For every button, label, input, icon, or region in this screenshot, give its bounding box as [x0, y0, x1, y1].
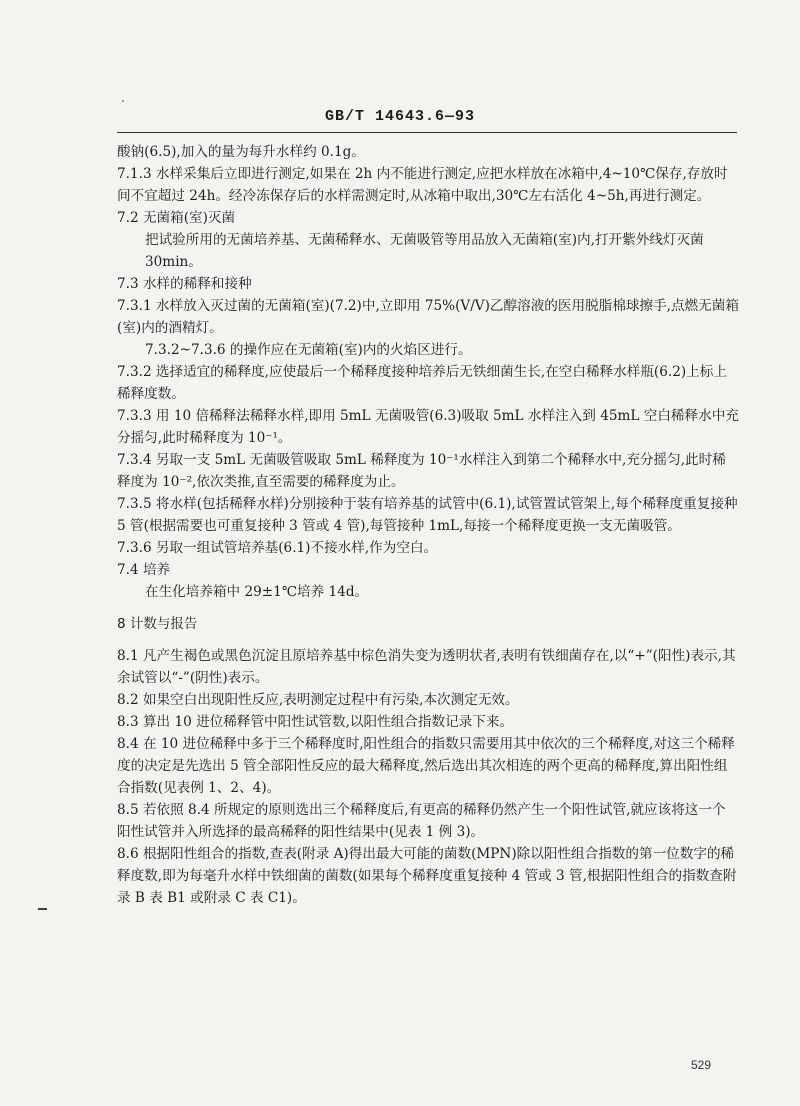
- clause-7-3-2: 7.3.2 选择适宜的稀释度,应使最后一个稀释度接种培养后无铁细菌生长,在空白稀释水样瓶(6.2)上标上稀释度数。: [117, 364, 727, 402]
- clause-8-6: 8.6 根据阳性组合的指数,查表(附录 A)得出最大可能的菌数(MPN)除以阳性组合指数的第一位数字的稀释度数,即为每毫升水样中铁细菌的菌数(如果每个稀释度重复接种 4 管或 3 管,根据阳性组合的指数查附录 B 表 B1 或附录 C 表 C1)。: [117, 846, 737, 906]
- clause-8-5: 8.5 若依照 8.4 所规定的原则选出三个稀释度后,有更高的稀释仍然产生一个阳性试管,就应该将这一个阳性试管并入所选择的最高稀释的阳性结果中(见表 1 例 3)。: [117, 802, 726, 840]
- header-rule: [117, 132, 737, 133]
- clause-7-1-3: 7.1.3 水样采集后立即进行测定,如果在 2h 内不能进行测定,应把水样放在冰箱中,4~10℃保存,存放时间不宜超过 24h。经冷冻保存后的水样需测定时,从冰箱中取出,30℃左右活化 4~5h,再进行测定。: [117, 166, 728, 204]
- clause-7-3-5: 7.3.5 将水样(包括稀释水样)分别接种于装有培养基的试管中(6.1),试管置试管架上,每个稀释度重复接种 5 管(根据需要也可重复接种 3 管或 4 管),每管接种 1mL,每接一个稀释度更换一支无菌吸管。: [117, 496, 738, 534]
- clause-7-3-title: 7.3 水样的稀释和接种: [117, 276, 252, 292]
- clause-7-3-4: 7.3.4 另取一支 5mL 无菌吸管吸取 5mL 稀释度为 10⁻¹水样注入到第二个稀释水中,充分摇匀,此时稀释度为 10⁻²,依次类推,直至需要的稀释度为止。: [117, 452, 726, 490]
- scan-speck: [122, 100, 124, 102]
- clause-7-3-note: 7.3.2~7.3.6 的操作应在无菌箱(室)内的火焰区进行。: [145, 342, 472, 358]
- clause-7-3-6: 7.3.6 另取一组试管培养基(6.1)不接水样,作为空白。: [117, 540, 438, 556]
- clause-7-4-body: 在生化培养箱中 29±1℃培养 14d。: [145, 584, 369, 600]
- clause-8-2: 8.2 如果空白出现阳性反应,表明测定过程中有污染,本次测定无效。: [117, 692, 519, 708]
- margin-mark: [38, 908, 47, 910]
- clause-7-3-3: 7.3.3 用 10 倍稀释法稀释水样,即用 5mL 无菌吸管(6.3)吸取 5mL 水样注入到 45mL 空白稀释水中充分摇匀,此时稀释度为 10⁻¹。: [117, 408, 739, 446]
- paragraph-continuation: 酸钠(6.5),加入的量为每升水样约 0.1g。: [117, 144, 365, 160]
- clause-8-1: 8.1 凡产生褐色或黑色沉淀且原培养基中棕色消失变为透明状者,表明有铁细菌存在,以“+”(阳性)表示,其余试管以“-”(阴性)表示。: [117, 648, 736, 686]
- document-body: [117, 141, 739, 909]
- section-8-title: 8 计数与报告: [117, 616, 198, 632]
- clause-8-4: 8.4 在 10 进位稀释中多于三个稀释度时,阳性组合的指数只需要用其中依次的三个稀释度,对这三个稀释度的决定是先选出 5 管全部阳性反应的最大稀释度,然后选出其次相连的两个更高的稀释度,算出阳性组合指数(见表例 1、2、4)。: [117, 736, 735, 796]
- clause-7-2-body: 把试验所用的无菌培养基、无菌稀释水、无菌吸管等用品放入无菌箱(室)内,打开紫外线灯灭菌 30min。: [145, 232, 704, 270]
- clause-8-3: 8.3 算出 10 进位稀释管中阳性试管数,以阳性组合指数记录下来。: [117, 714, 514, 730]
- clause-7-2-title: 7.2 无菌箱(室)灭菌: [117, 210, 236, 226]
- standard-code-header: GB/T 14643.6—93: [324, 108, 476, 125]
- clause-7-4-title: 7.4 培养: [117, 562, 171, 578]
- clause-7-3-1: 7.3.1 水样放入灭过菌的无菌箱(室)(7.2)中,立即用 75%(V/V)乙醇溶液的医用脱脂棉球擦手,点燃无菌箱(室)内的酒精灯。: [117, 298, 739, 336]
- page-number: 529: [691, 1058, 712, 1072]
